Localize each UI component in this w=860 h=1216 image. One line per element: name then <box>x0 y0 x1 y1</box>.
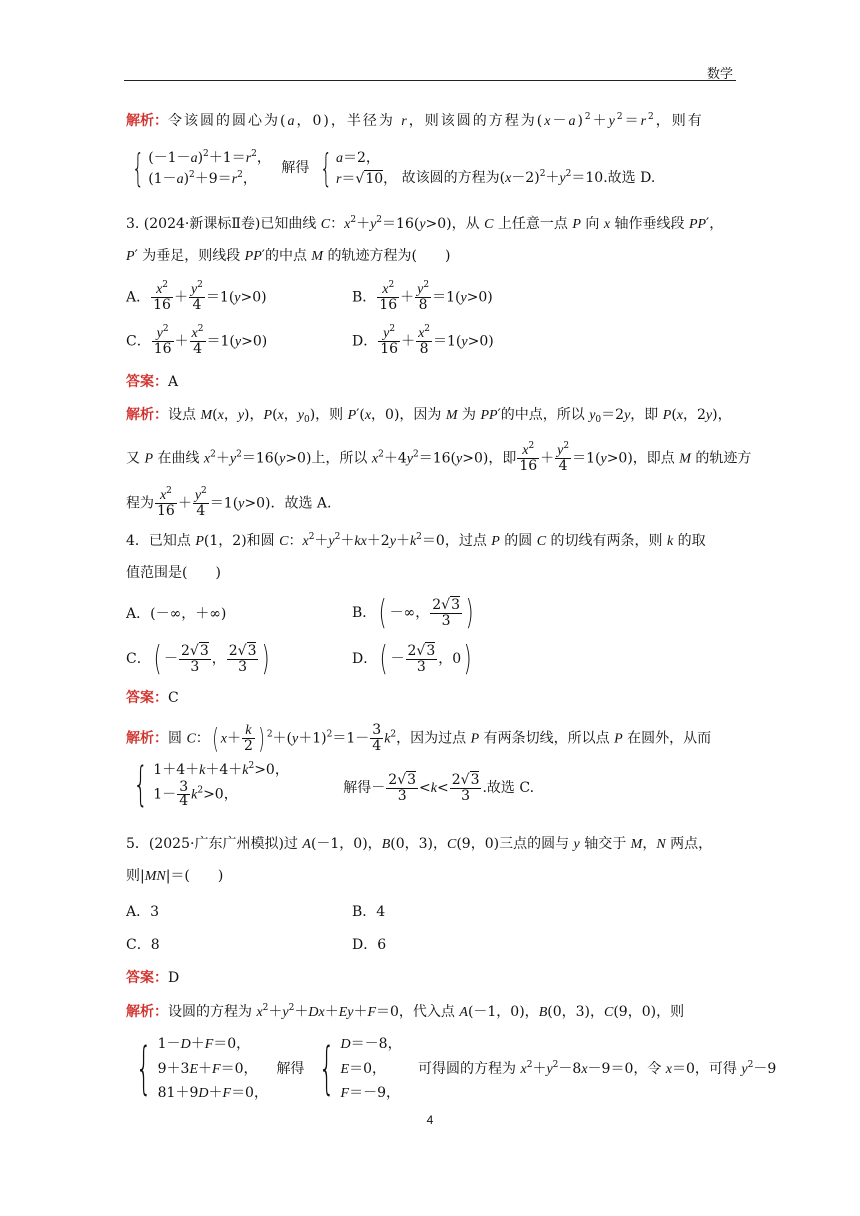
q4-answer: 答案：C <box>126 690 179 706</box>
q5-stem-line1: 5．(2025·广东广州模拟)过 A(－1，0)，B(0，3)，C(9，0)三点的圆与 y 轴交于 M，N 两点， <box>126 836 713 852</box>
q3-option-a[interactable]: A． $\frac{x^2}{16}$ ＋ $\frac{y^2}{4}$ ＝1(y>0) <box>126 280 267 313</box>
q3-analysis-line1: 解析：设点 M(x，y)，P(x，$y_0$)，则 P′(x，0)，因为 M 为 PP′的中点，所以 $y_0=2y$，即 P(x，2y)， <box>126 407 732 425</box>
analysis-label: 解析： <box>126 113 168 129</box>
q2-systems: { $(-1-a)^2+1=r^2$， $(1-a)^2+9=r^2$， 解得 { a＝2， r＝√10， 故该圆的方程为$(x-2)^2+y^2=10$.故选 D. <box>126 148 736 192</box>
q2-equation-system: { $(-1-a)^2+1=r^2$， $(1-a)^2+9=r^2$， <box>132 146 271 190</box>
q5-option-c[interactable]: C．8 <box>126 937 160 953</box>
q2-solution-system: { a＝2， r＝√10， <box>319 146 398 190</box>
q5-solution-system: { D＝－8， E＝0， F＝－9， <box>318 1036 402 1101</box>
page-number: 4 <box>426 1113 434 1127</box>
q3-stem-line2: P′ 为垂足，则线段 PP′的中点 M 的轨迹方程为( ) <box>126 248 451 264</box>
q5-stem-line2: 则|MN|＝( ) <box>126 868 224 884</box>
q4-inequality-system: { $1+4+k+4+k^2>0$， 1－ $\frac{3}{4}$ $k^2>0$， <box>133 757 289 811</box>
q4-stem-line1: 4．已知点 P(1，2)和圆 C：$x^2+y^2+kx+2y+k^2=0$，过点 P 的圆 C 的切线有两条，则 k 的取 <box>126 532 706 549</box>
q4-stem-line2: 值范围是( ) <box>126 565 221 581</box>
header-rule <box>124 80 736 81</box>
q3-answer: 答案：A <box>126 374 179 390</box>
q4-option-a[interactable]: A．(－∞，＋∞) <box>126 606 227 622</box>
q5-option-d[interactable]: D．6 <box>352 937 387 953</box>
q3-answer-value: A <box>168 374 179 390</box>
q2-analysis-line1: 解析：令该圆的圆心为(a，0)，半径为 r，则该圆的方程为$(x-a)^2+y^2=r^2$，则有 <box>126 112 704 129</box>
q5-answer: 答案：D <box>126 970 180 986</box>
q3-option-c[interactable]: C． $\frac{y^2}{16}$ ＋ $\frac{x^2}{4}$ ＝1(y>0) <box>126 324 268 357</box>
q4-answer-value: C <box>168 690 179 706</box>
q5-analysis-line1: 解析：设圆的方程为 $x^2+y^2+Dx+Ey+F=0$，代入点 A(－1，0)，B(0，3)，C(9，0)，则 <box>126 1003 685 1020</box>
q2-solve-word: 解得 <box>281 160 310 176</box>
q4-analysis-line1: 解析：圆 C：( x＋ $\frac{k}{2}$ ) $^2+(y+1)^2=1-$ $\frac{3}{4}$ $k^2$，因为过点 P 有两条切线，所以点 P 在圆外，从而 <box>126 721 712 755</box>
q3-stem-line1: 3. (2024·新课标Ⅱ卷)已知曲线 C：$x^2+y^2=16(y>0)$，从 C 上任意一点 P 向 x 轴作垂线段 PP′， <box>126 215 724 232</box>
q4-option-d[interactable]: D．( － $\frac{2√3}{3}$ ，0) <box>352 639 472 679</box>
q5-solve-word: 解得 <box>276 1061 305 1077</box>
q4-option-c[interactable]: C．( － $\frac{2√3}{3}$ ， $\frac{2√3}{3}$ ) <box>126 639 271 679</box>
q5-answer-value: D <box>168 970 180 986</box>
q3-analysis-line2: 又 P 在曲线 $x^2+y^2=16(y>0)$上，所以 $x^2+4y^2=16(y>0)$，即 $\frac{x^2}{16}$ ＋ $\frac{y^2}{4}$ ＝1(y>0)，即点 M 的轨迹方 <box>126 441 752 474</box>
q5-systems: { 1－D＋F＝0， 9＋3E＋F＝0， 81＋9D＋F＝0， 解得 { D＝－8， E＝0， F＝－9， 可得圆的方程为 $x^2+y^2-8x-9=0$，令 x＝0，可得 $y^2-9$ <box>126 1034 736 1108</box>
q5-option-b[interactable]: B．4 <box>352 904 386 920</box>
q5-equation-system: { 1－D＋F＝0， 9＋3E＋F＝0， 81＋9D＋F＝0， <box>135 1036 268 1101</box>
header-subject: 数学 <box>706 67 733 82</box>
q3-option-b[interactable]: B． $\frac{x^2}{16}$ ＋ $\frac{y^2}{8}$ ＝1(y>0) <box>352 280 493 313</box>
q4-option-b[interactable]: B．( －∞， $\frac{2√3}{3}$ ) <box>352 593 474 633</box>
q4-system: { $1+4+k+4+k^2>0$， 1－ $\frac{3}{4}$ $k^2>0$， 解得－ $\frac{2√3}{3}$ <k< $\frac{2√3}{3}$ .故选 C. <box>126 760 736 810</box>
q3-analysis-line3: 程为 $\frac{x^2}{16}$ ＋ $\frac{y^2}{4}$ ＝1(y>0)．故选 A. <box>126 486 332 519</box>
q5-option-a[interactable]: A．3 <box>126 904 160 920</box>
q3-option-d[interactable]: D． $\frac{y^2}{16}$ ＋ $\frac{x^2}{8}$ ＝1(y>0) <box>352 324 494 357</box>
